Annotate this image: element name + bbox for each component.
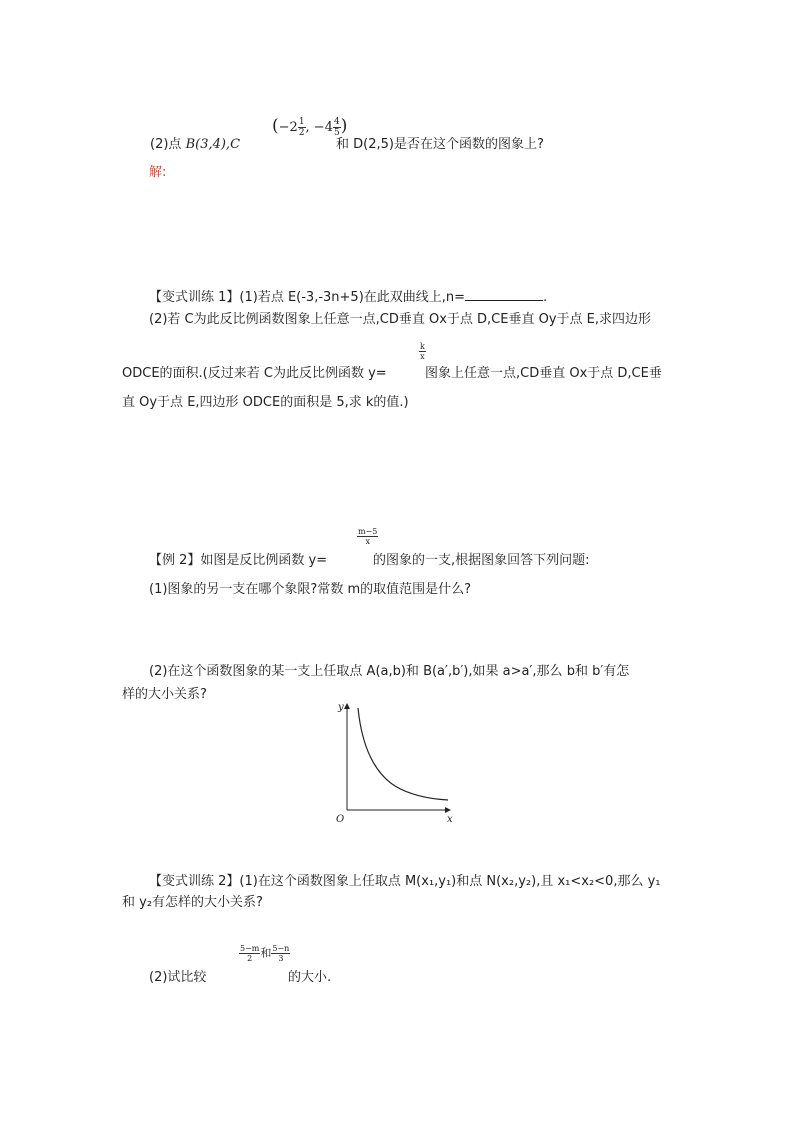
point-c-coords: (−2 $\frac{1}{2}$ , −4 $\frac{4}{5}$ ) [272,116,348,138]
q2-tail: 和 D(2,5)是否在这个函数的图象上? [336,137,544,152]
q2-point-b: B(3,4),C [185,137,241,152]
variant2-q2b: 的大小. [288,970,332,985]
x-axis-label: x [447,814,453,825]
variant1-line3a: ODCE的面积.(反过来若 C为此反比例函数 y= [122,366,387,381]
variant2-q2a: (2)试比较 [149,970,207,985]
example2-intro-a: 【例 2】如图是反比例函数 y= [149,553,328,568]
variant1-line4: 直 Oy于点 E,四边形 ODCE的面积是 5,求 k的值.) [122,395,409,410]
variant2-line2: 和 y₂有怎样的大小关系? [122,895,263,910]
q2-line [150,133,240,152]
compare-fractions: $\frac{5-m}{2}$ 和 $\frac{5-n}{3}$ [240,944,290,963]
q2-prefix: (2)点 [150,137,182,152]
hyperbola-branch [358,708,448,800]
frac-one-half: $\frac{1}{2}$ [298,117,305,138]
example2-q2-line2: 样的大小关系? [122,687,207,702]
answer-blank [465,288,543,301]
example2-intro-b: 的图象的一支,根据图象回答下列问题: [373,553,590,568]
example2-q2-line1: (2)在这个函数图象的某一支上任取点 A(a,b)和 B(a′,b′),如果 a>a′,那么 b和 b′有怎 [149,664,630,679]
variant1-line1: 【变式训练 1】(1)若点 E(-3,-3n+5)在此双曲线上,n= . [149,290,548,305]
hyperbola-graph [330,698,460,826]
m-minus-5-over-x-fraction: $\frac{m-5}{x}$ [358,527,378,546]
variant1-line2: (2)若 C为此反比例函数图象上任意一点,CD垂直 Ox于点 D,CE垂直 Oy于点 E,求四边形 [149,312,652,327]
example2-q1: (1)图象的另一支在哪个象限?常数 m的取值范围是什么? [149,582,472,597]
origin-label: O [336,814,345,825]
variant1-line3b: 图象上任意一点,CD垂直 Ox于点 D,CE垂 [425,366,662,381]
k-over-x-fraction: $\frac{k}{x}$ [420,342,425,361]
frac-four-fifths: $\frac{4}{5}$ [333,117,340,138]
answer-label: 解: [149,165,167,180]
y-axis-label: y [338,702,344,713]
variant2-line1: 【变式训练 2】(1)在这个函数图象上任取点 M(x₁,y₁)和点 N(x₂,y₂),且 x₁<x₂<0,那么 y₁ [149,874,661,889]
